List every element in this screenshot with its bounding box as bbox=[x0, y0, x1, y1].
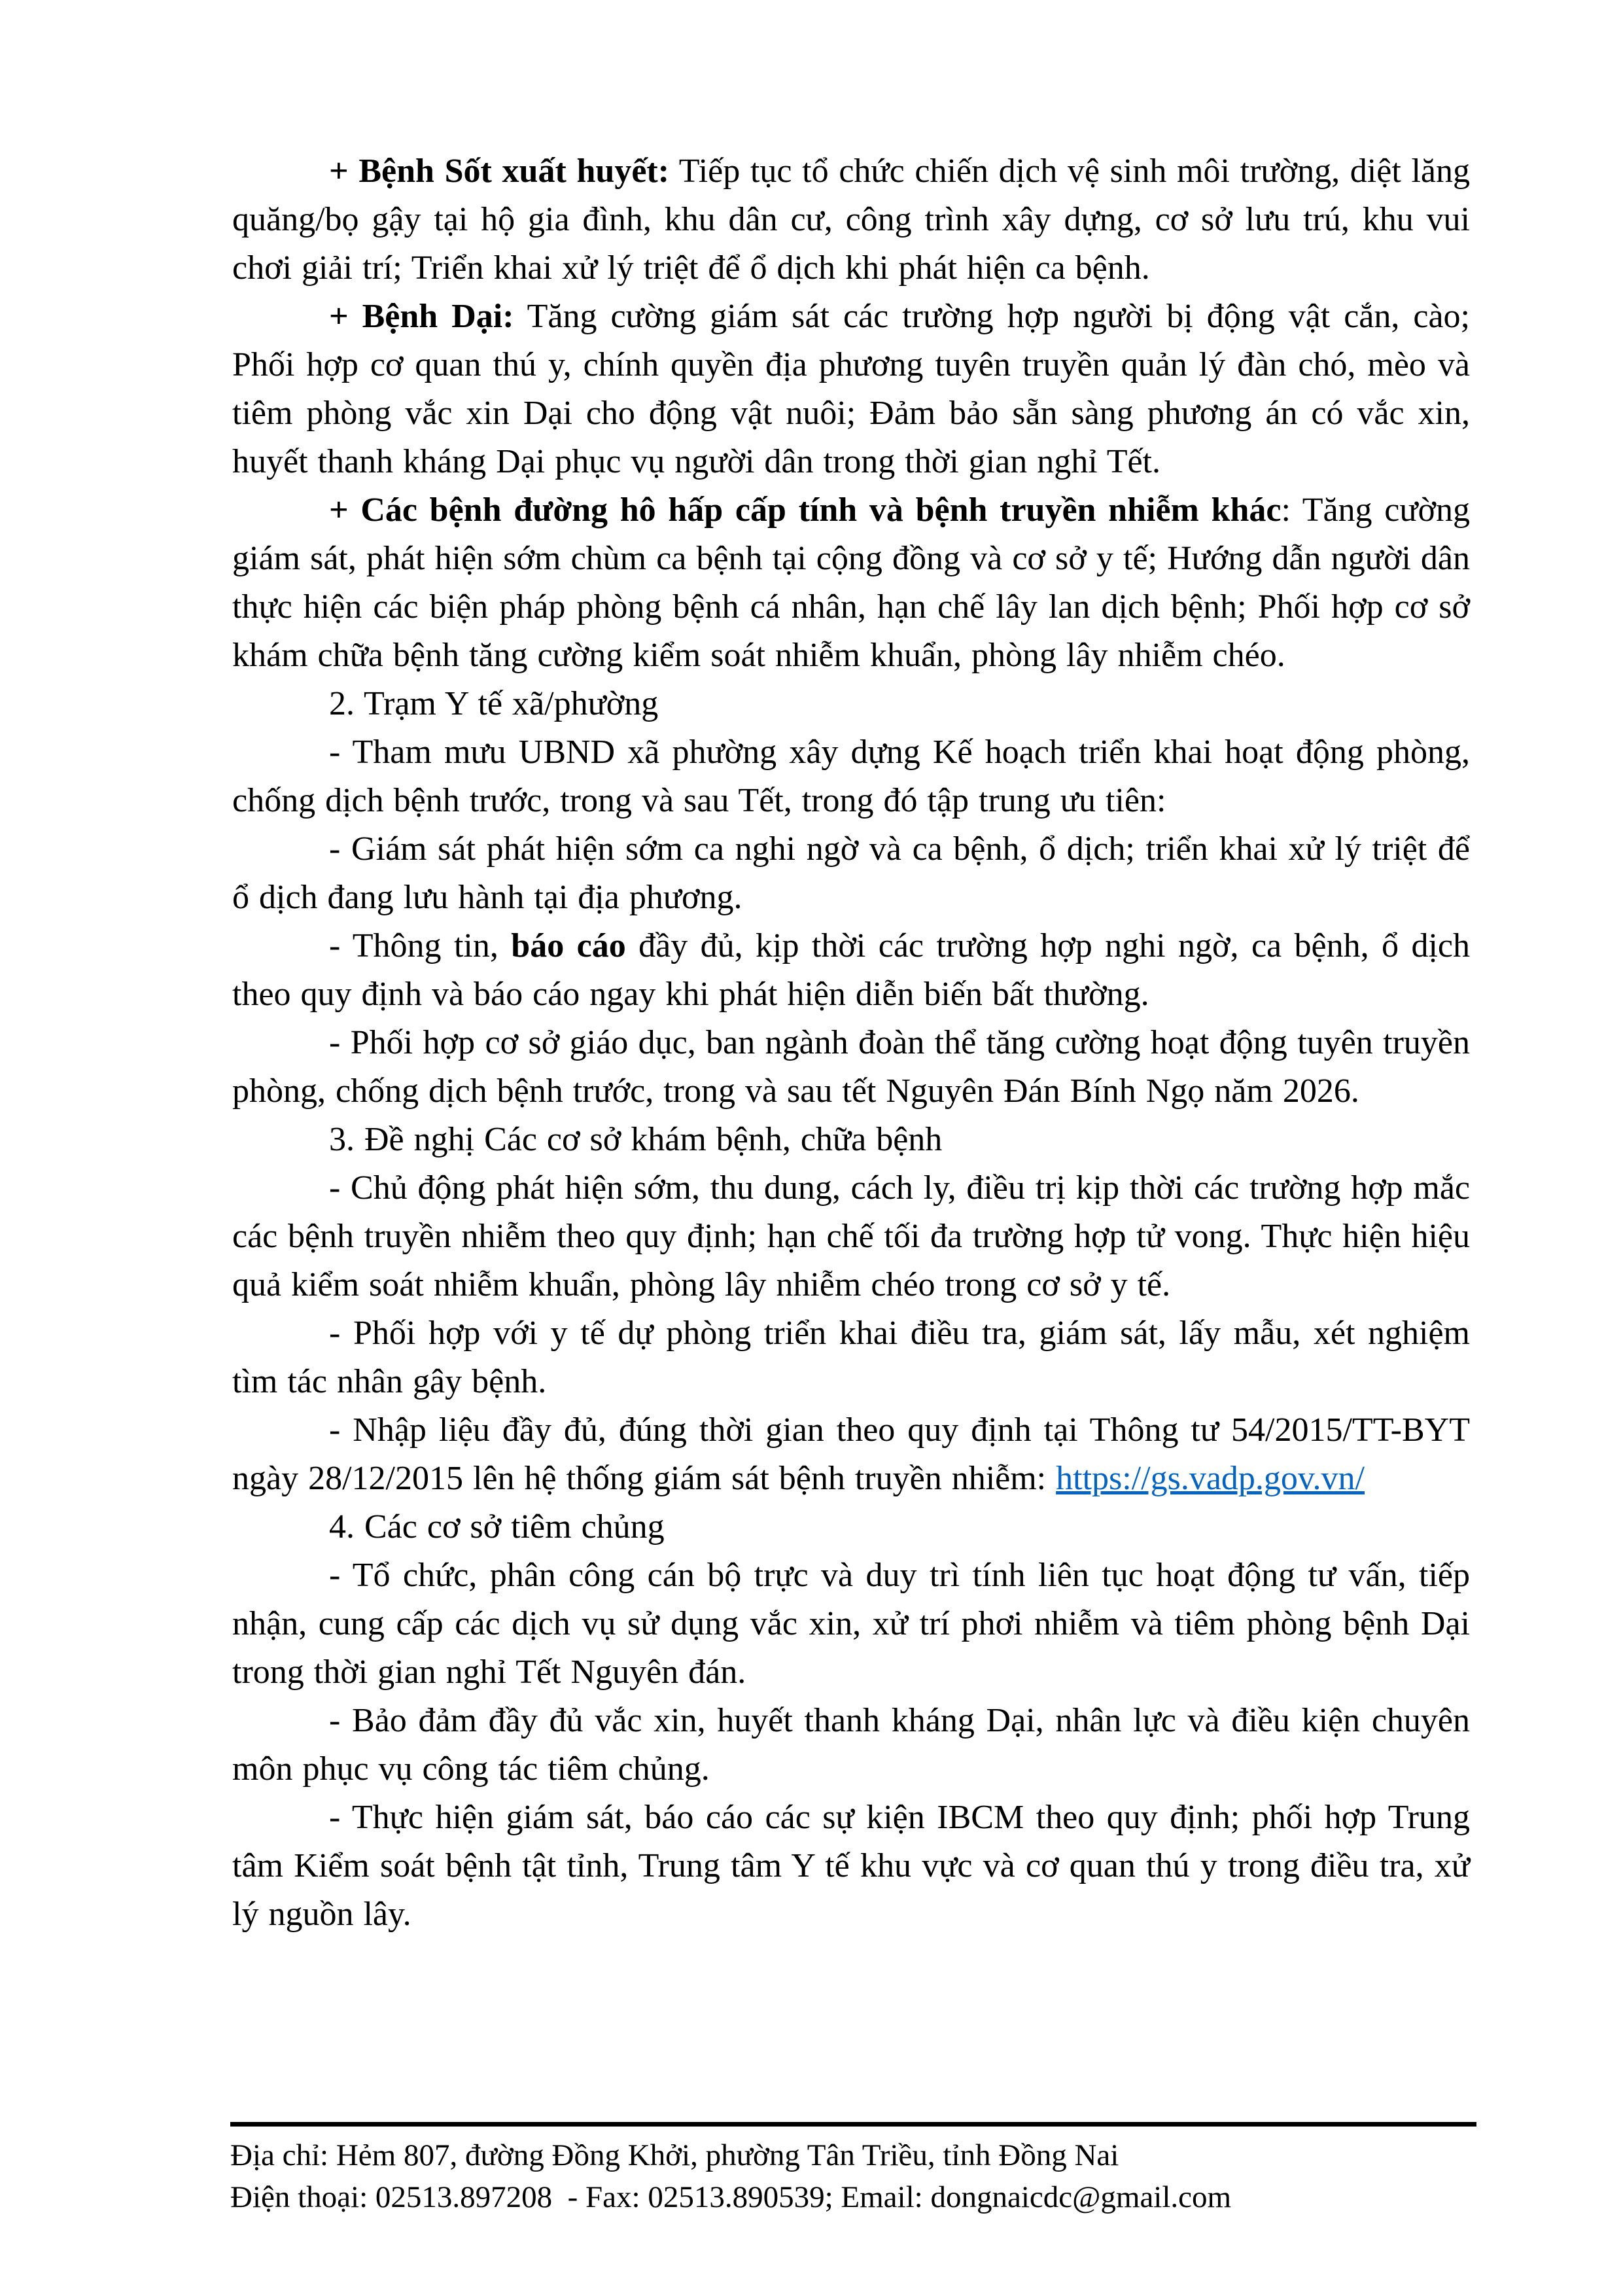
para-tham-muu bbox=[232, 728, 1470, 825]
body-text: - Chủ động phát hiện sớm, thu dung, cách ly, điều trị kịp thời các trường hợp mắc các bệnh truyền nhiễm theo quy định; hạn chế tối đa trường hợp tử vong. Thực hiện hiệu quả kiểm soát nhiễm khuẩn, phòng lây nhiễm chéo trong cơ sở y tế. bbox=[232, 1169, 1470, 1303]
para-nhap-lieu bbox=[232, 1406, 1470, 1503]
body-text: : Tăng cường giám sát, phát hiện sớm chùm ca bệnh tại cộng đồng và cơ sở y tế; Hướng dẫn người dân thực hiện các biện pháp phòng bệnh cá nhân, hạn chế lây lan dịch bệnh; Phối hợp cơ sở khám chữa bệnh tăng cường kiểm soát nhiễm khuẩn, phòng lây nhiễm chéo. bbox=[232, 491, 1470, 674]
body-text: - Nhập liệu đầy đủ, đúng thời gian theo quy định tại Thông tư 54/2015/TT-BYT ngày 28/12/2015 lên hệ thống giám sát bệnh truyền nhiễm: bbox=[232, 1411, 1470, 1497]
body-text: Tăng cường giám sát các trường hợp người bị động vật cắn, cào; Phối hợp cơ quan thú y, chính quyền địa phương tuyên truyền quản lý đàn chó, mèo và tiêm phòng vắc xin Dại cho động vật nuôi; Đảm bảo sẵn sàng phương án có vắc xin, huyết thanh kháng Dại phục vụ người dân trong thời gian nghỉ Tết. bbox=[232, 298, 1470, 480]
section-4-heading bbox=[232, 1503, 1470, 1551]
para-phoi-hop-y-te bbox=[232, 1309, 1470, 1406]
para-to-chuc bbox=[232, 1551, 1470, 1697]
bold-text: + Bệnh Dại: bbox=[329, 298, 514, 335]
section-3-heading bbox=[232, 1116, 1470, 1164]
body-text: 2. Trạm Y tế xã/phường bbox=[329, 685, 659, 722]
bold-text: báo cáo bbox=[511, 927, 626, 964]
body-text: Tiếp tục tổ chức chiến dịch vệ sinh môi trường, diệt lăng quăng/bọ gậy tại hộ gia đình, khu dân cư, công trình xây dựng, cơ sở lưu trú, khu vui chơi giải trí; Triển khai xử lý triệt để ổ dịch khi phát hiện ca bệnh. bbox=[232, 152, 1470, 287]
para-giam-sat bbox=[232, 825, 1470, 922]
document-body bbox=[232, 147, 1470, 1939]
para-thong-tin bbox=[232, 922, 1470, 1019]
body-text: - Phối hợp với y tế dự phòng triển khai điều tra, giám sát, lấy mẫu, xét nghiệm tìm tác nhân gây bệnh. bbox=[232, 1315, 1470, 1400]
body-text: 3. Đề nghị Các cơ sở khám bệnh, chữa bệnh bbox=[329, 1121, 943, 1158]
body-text: - Thực hiện giám sát, báo cáo các sự kiện IBCM theo quy định; phối hợp Trung tâm Kiểm soát bệnh tật tỉnh, Trung tâm Y tế khu vực và cơ quan thú y trong điều tra, xử lý nguồn lây. bbox=[232, 1799, 1470, 1933]
para-respiratory bbox=[232, 486, 1470, 680]
footer-contact: Điện thoại: 02513.897208 - Fax: 02513.890539; Email: dongnaicdc@gmail.com bbox=[230, 2180, 1232, 2214]
para-phoi-hop-giao-duc bbox=[232, 1019, 1470, 1116]
body-text: - Thông tin, bbox=[329, 927, 512, 964]
body-text: - Bảo đảm đầy đủ vắc xin, huyết thanh kháng Dại, nhân lực và điều kiện chuyên môn phục vụ công tác tiêm chủng. bbox=[232, 1702, 1470, 1788]
section-2-heading bbox=[232, 680, 1470, 728]
body-text: - Giám sát phát hiện sớm ca nghi ngờ và ca bệnh, ổ dịch; triển khai xử lý triệt để ổ dịch đang lưu hành tại địa phương. bbox=[232, 830, 1470, 916]
para-chu-dong bbox=[232, 1164, 1470, 1309]
body-text: 4. Các cơ sở tiêm chủng bbox=[329, 1508, 665, 1545]
body-text: - Tham mưu UBND xã phường xây dựng Kế hoạch triển khai hoạt động phòng, chống dịch bệnh trước, trong và sau Tết, trong đó tập trung ưu tiên: bbox=[232, 733, 1470, 819]
footer-address: Địa chỉ: Hẻm 807, đường Đồng Khởi, phường Tân Triều, tỉnh Đồng Nai bbox=[230, 2138, 1119, 2172]
bold-text: + Bệnh Sốt xuất huyết: bbox=[329, 152, 670, 190]
body-text: đầy đủ, kịp thời các trường hợp nghi ngờ, ca bệnh, ổ dịch theo quy định và báo cáo ngay khi phát hiện diễn biến bất thường. bbox=[232, 927, 1470, 1013]
page-footer bbox=[230, 2122, 1476, 2218]
body-text: - Tổ chức, phân công cán bộ trực và duy trì tính liên tục hoạt động tư vấn, tiếp nhận, cung cấp các dịch vụ sử dụng vắc xin, xử trí phơi nhiễm và tiêm phòng bệnh Dại trong thời gian nghỉ Tết Nguyên đán. bbox=[232, 1557, 1470, 1691]
para-ibcm bbox=[232, 1793, 1470, 1939]
para-bao-dam bbox=[232, 1697, 1470, 1793]
para-dengue bbox=[232, 147, 1470, 292]
vadp-link[interactable]: https://gs.vadp.gov.vn/ bbox=[1056, 1460, 1365, 1497]
bold-text: + bbox=[329, 491, 361, 529]
para-rabies bbox=[232, 292, 1470, 486]
body-text: - Phối hợp cơ sở giáo dục, ban ngành đoàn thể tăng cường hoạt động tuyên truyền phòng, chống dịch bệnh trước, trong và sau tết Nguyên Đán Bính Ngọ năm 2026. bbox=[232, 1024, 1470, 1110]
bold-text: Các bệnh đường hô hấp cấp tính và bệnh truyền nhiễm khác bbox=[360, 491, 1282, 529]
